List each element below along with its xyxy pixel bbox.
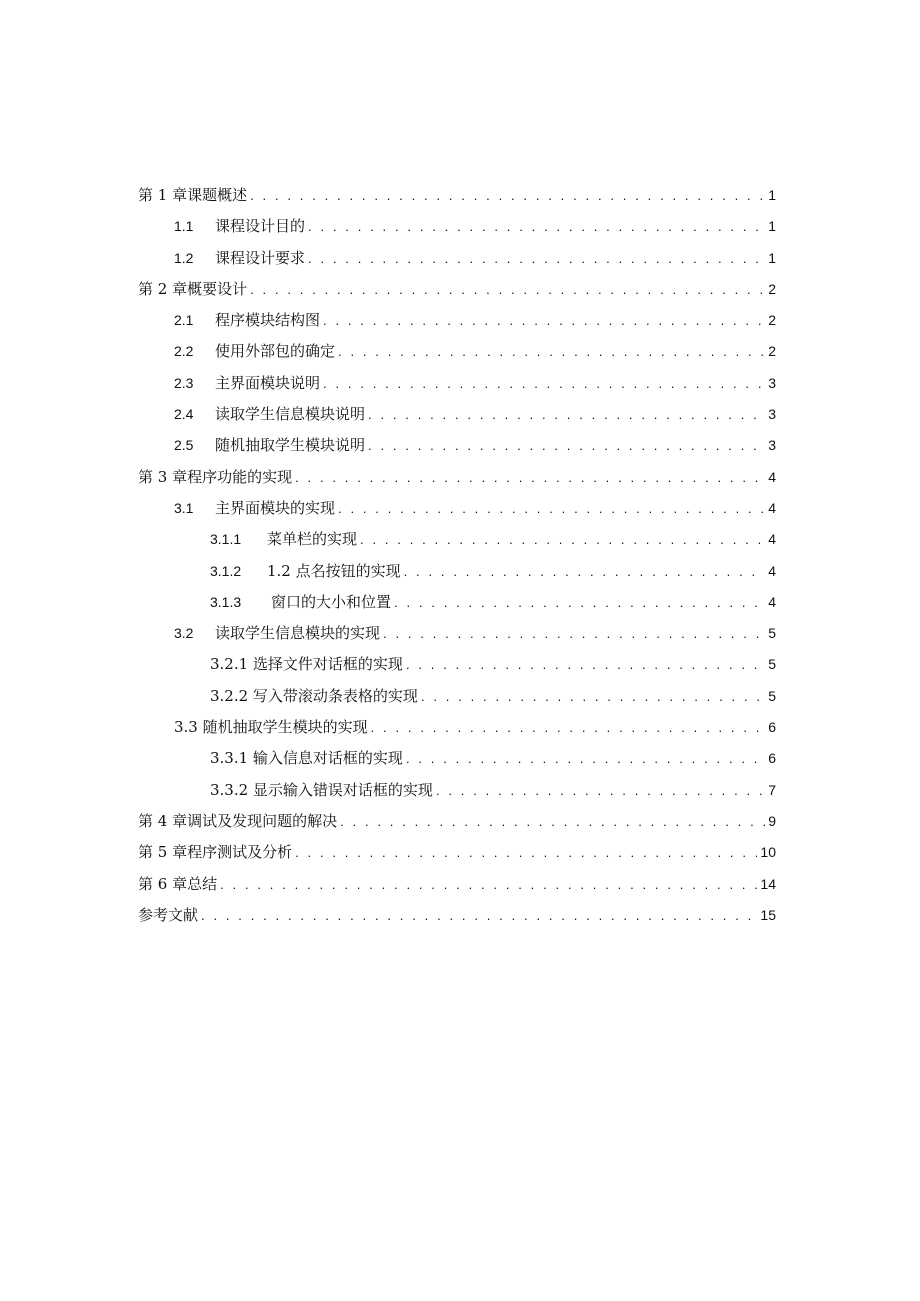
toc-entry[interactable] (138, 587, 776, 618)
dot-leader (201, 900, 757, 931)
toc-entry-page: 1 (768, 249, 776, 266)
toc-entry[interactable] (138, 243, 776, 274)
toc-entry-title: 第 1 章课题概述 (138, 186, 248, 204)
toc-entry-page: 6 (768, 750, 776, 767)
toc-entry-number: 2.5 (174, 437, 194, 454)
toc-entry-title: 第 2 章概要设计 (138, 279, 248, 298)
toc-entry-number: 2.4 (174, 406, 194, 423)
toc-entry[interactable] (138, 556, 776, 587)
dot-leader (421, 681, 765, 712)
toc-entry-page: 9 (768, 812, 776, 829)
toc-entry-title: 课程设计目的 (215, 217, 306, 236)
toc-entry-title: 3.3.2 显示输入错误对话框的实现 (210, 780, 433, 799)
dot-leader (394, 587, 765, 618)
toc-entry[interactable] (138, 837, 776, 868)
dot-leader (340, 806, 765, 837)
toc-entry-page: 4 (768, 499, 776, 516)
toc-entry-page: 3 (768, 374, 776, 391)
toc-entry-title: 3.3.1 输入信息对话框的实现 (210, 749, 403, 768)
toc-entry[interactable] (138, 493, 776, 524)
toc-entry-number: 3.2 (174, 625, 194, 642)
toc-entry-page: 15 (760, 906, 776, 923)
toc-entry[interactable] (138, 180, 776, 211)
dot-leader (250, 180, 765, 211)
toc-entry[interactable] (138, 399, 776, 430)
toc-entry-page: 5 (768, 625, 776, 642)
toc-entry-number: 2.2 (174, 343, 194, 360)
toc-entry-number: 2.3 (174, 374, 194, 391)
dot-leader (308, 211, 765, 242)
toc-entry-number: 3.1.2 (210, 562, 242, 579)
toc-entry-number: 3.1 (174, 499, 194, 516)
toc-entry-title: 第 3 章程序功能的实现 (138, 467, 293, 486)
dot-leader (406, 649, 765, 680)
dot-leader (308, 243, 765, 274)
toc-entry[interactable] (138, 775, 776, 806)
dot-leader (295, 837, 757, 868)
dot-leader (371, 712, 766, 743)
toc-entry-title: 使用外部包的确定 (215, 342, 336, 361)
toc-entry[interactable] (138, 524, 776, 555)
toc-entry[interactable] (138, 681, 776, 712)
toc-entry-title: 3.2.2 写入带滚动条表格的实现 (210, 686, 418, 705)
toc-entry-number: 3.1.3 (210, 593, 242, 610)
toc-entry[interactable] (138, 743, 776, 774)
dot-leader (338, 336, 765, 367)
toc-entry[interactable] (138, 211, 776, 242)
toc-entry-title: 3.3 随机抽取学生模块的实现 (174, 718, 368, 737)
toc-entry-page: 3 (768, 437, 776, 454)
dot-leader (220, 869, 757, 900)
toc-entry-title: 主界面模块的实现 (215, 498, 336, 517)
dot-leader (323, 305, 765, 336)
dot-leader (250, 274, 765, 305)
toc-entry[interactable] (138, 462, 776, 493)
toc-entry-page: 10 (760, 844, 776, 861)
toc-entry-number: 2.1 (174, 312, 194, 329)
toc-entry[interactable] (138, 274, 776, 305)
toc-entry-title: 窗口的大小和位置 (271, 592, 392, 611)
toc-entry-title: 第 6 章总结 (138, 874, 218, 893)
toc-entry-title: 读取学生信息模块的实现 (215, 624, 381, 643)
toc-entry-title: 读取学生信息模块说明 (215, 405, 366, 424)
toc-entry[interactable] (138, 368, 776, 399)
toc-entry-page: 2 (768, 280, 776, 297)
toc-entry[interactable] (138, 806, 776, 837)
toc-entry-page: 4 (768, 593, 776, 610)
toc-entry-title: 课程设计要求 (215, 248, 306, 267)
toc-entry-number: 1.1 (174, 218, 194, 235)
toc-entry-title: 随机抽取学生模块说明 (215, 436, 366, 455)
toc-entry[interactable] (138, 336, 776, 367)
toc-entry-page: 4 (768, 468, 776, 485)
toc-entry-page: 4 (768, 562, 776, 579)
toc-entry-page: 5 (768, 656, 776, 673)
dot-leader (368, 430, 765, 461)
toc-entry-title: 菜单栏的实现 (267, 530, 358, 549)
toc-entry-page: 4 (768, 531, 776, 548)
toc-entry-page: 5 (768, 687, 776, 704)
toc-entry-title: 1.2 点名按钮的实现 (267, 561, 401, 580)
toc-entry-page: 2 (768, 312, 776, 329)
toc-entry-page: 3 (768, 406, 776, 423)
toc-entry-title: 参考文献 (138, 905, 199, 924)
toc-entry-page: 1 (768, 187, 776, 203)
toc-entry-title: 第 5 章程序测试及分析 (138, 843, 293, 862)
toc-entry-page: 2 (768, 343, 776, 360)
toc-entry-number: 1.2 (174, 249, 194, 266)
dot-leader (406, 743, 765, 774)
toc-entry-title: 主界面模块说明 (215, 373, 321, 392)
toc-entry-title: 程序模块结构图 (215, 311, 321, 330)
toc-entry-page: 14 (760, 875, 776, 892)
toc-entry-title: 3.2.1 选择文件对话框的实现 (210, 655, 403, 674)
dot-leader (338, 493, 765, 524)
dot-leader (404, 556, 766, 587)
toc-entry[interactable] (138, 900, 776, 931)
toc-entry[interactable] (138, 430, 776, 461)
dot-leader (436, 775, 765, 806)
toc-entry-page: 1 (768, 218, 776, 235)
dot-leader (295, 462, 765, 493)
toc-entry-title: 第 4 章调试及发现问题的解决 (138, 811, 338, 830)
toc-entry-number: 3.1.1 (210, 531, 242, 548)
toc-entry[interactable] (138, 649, 776, 680)
toc-entry[interactable] (138, 305, 776, 336)
toc-entry[interactable] (138, 618, 776, 649)
toc-entry-page: 6 (768, 719, 776, 736)
toc-entry-page: 7 (768, 781, 776, 798)
dot-leader (368, 399, 765, 430)
dot-leader (383, 618, 765, 649)
toc-entry[interactable] (138, 712, 776, 743)
toc-entry[interactable] (138, 869, 776, 900)
table-of-contents (138, 180, 776, 931)
dot-leader (323, 368, 765, 399)
dot-leader (360, 524, 765, 555)
